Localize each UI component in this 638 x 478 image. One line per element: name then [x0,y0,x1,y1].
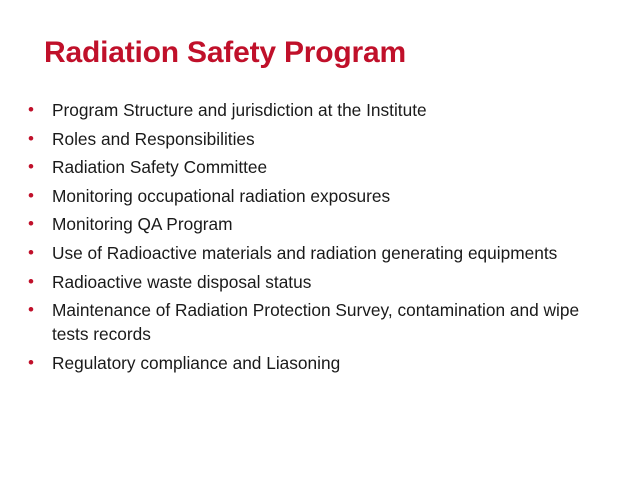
bullet-text: Roles and Responsibilities [52,128,255,149]
bullet-text: Monitoring occupational radiation exposures [52,185,391,206]
bullet-text: Radioactive waste disposal status [52,271,312,292]
bullet-text: Maintenance of Radiation Protection Survey, contamination and wipe tests records [52,300,580,345]
bullet-item-survey-records [28,298,608,346]
bullet-item-radioactive-materials [28,241,608,265]
bullet-icon: • [28,352,34,372]
bullet-icon: • [28,300,34,320]
bullet-item-committee [28,155,608,179]
bullet-item-roles [28,127,608,151]
bullet-text: Monitoring QA Program [52,214,233,235]
bullet-item-occupational-exposures [28,184,608,208]
bullet-item-qa-program [28,212,608,236]
bullet-icon: • [28,128,34,148]
bullet-item-regulatory-compliance [28,351,608,375]
slide-title: Radiation Safety Program [44,36,406,69]
bullet-text: Radiation Safety Committee [52,157,268,178]
bullet-item-program-structure [28,98,608,122]
bullet-text: Regulatory compliance and Liasoning [52,352,341,373]
bullet-list [28,98,608,379]
bullet-icon: • [28,100,34,119]
bullet-icon: • [28,271,34,291]
bullet-item-waste-disposal [28,270,608,294]
bullet-icon: • [28,214,34,234]
bullet-text: Use of Radioactive materials and radiation generating equipments [52,242,558,263]
bullet-icon: • [28,242,34,262]
bullet-icon: • [28,157,34,177]
bullet-icon: • [28,185,34,205]
bullet-text: Program Structure and jurisdiction at the Institute [52,100,427,120]
